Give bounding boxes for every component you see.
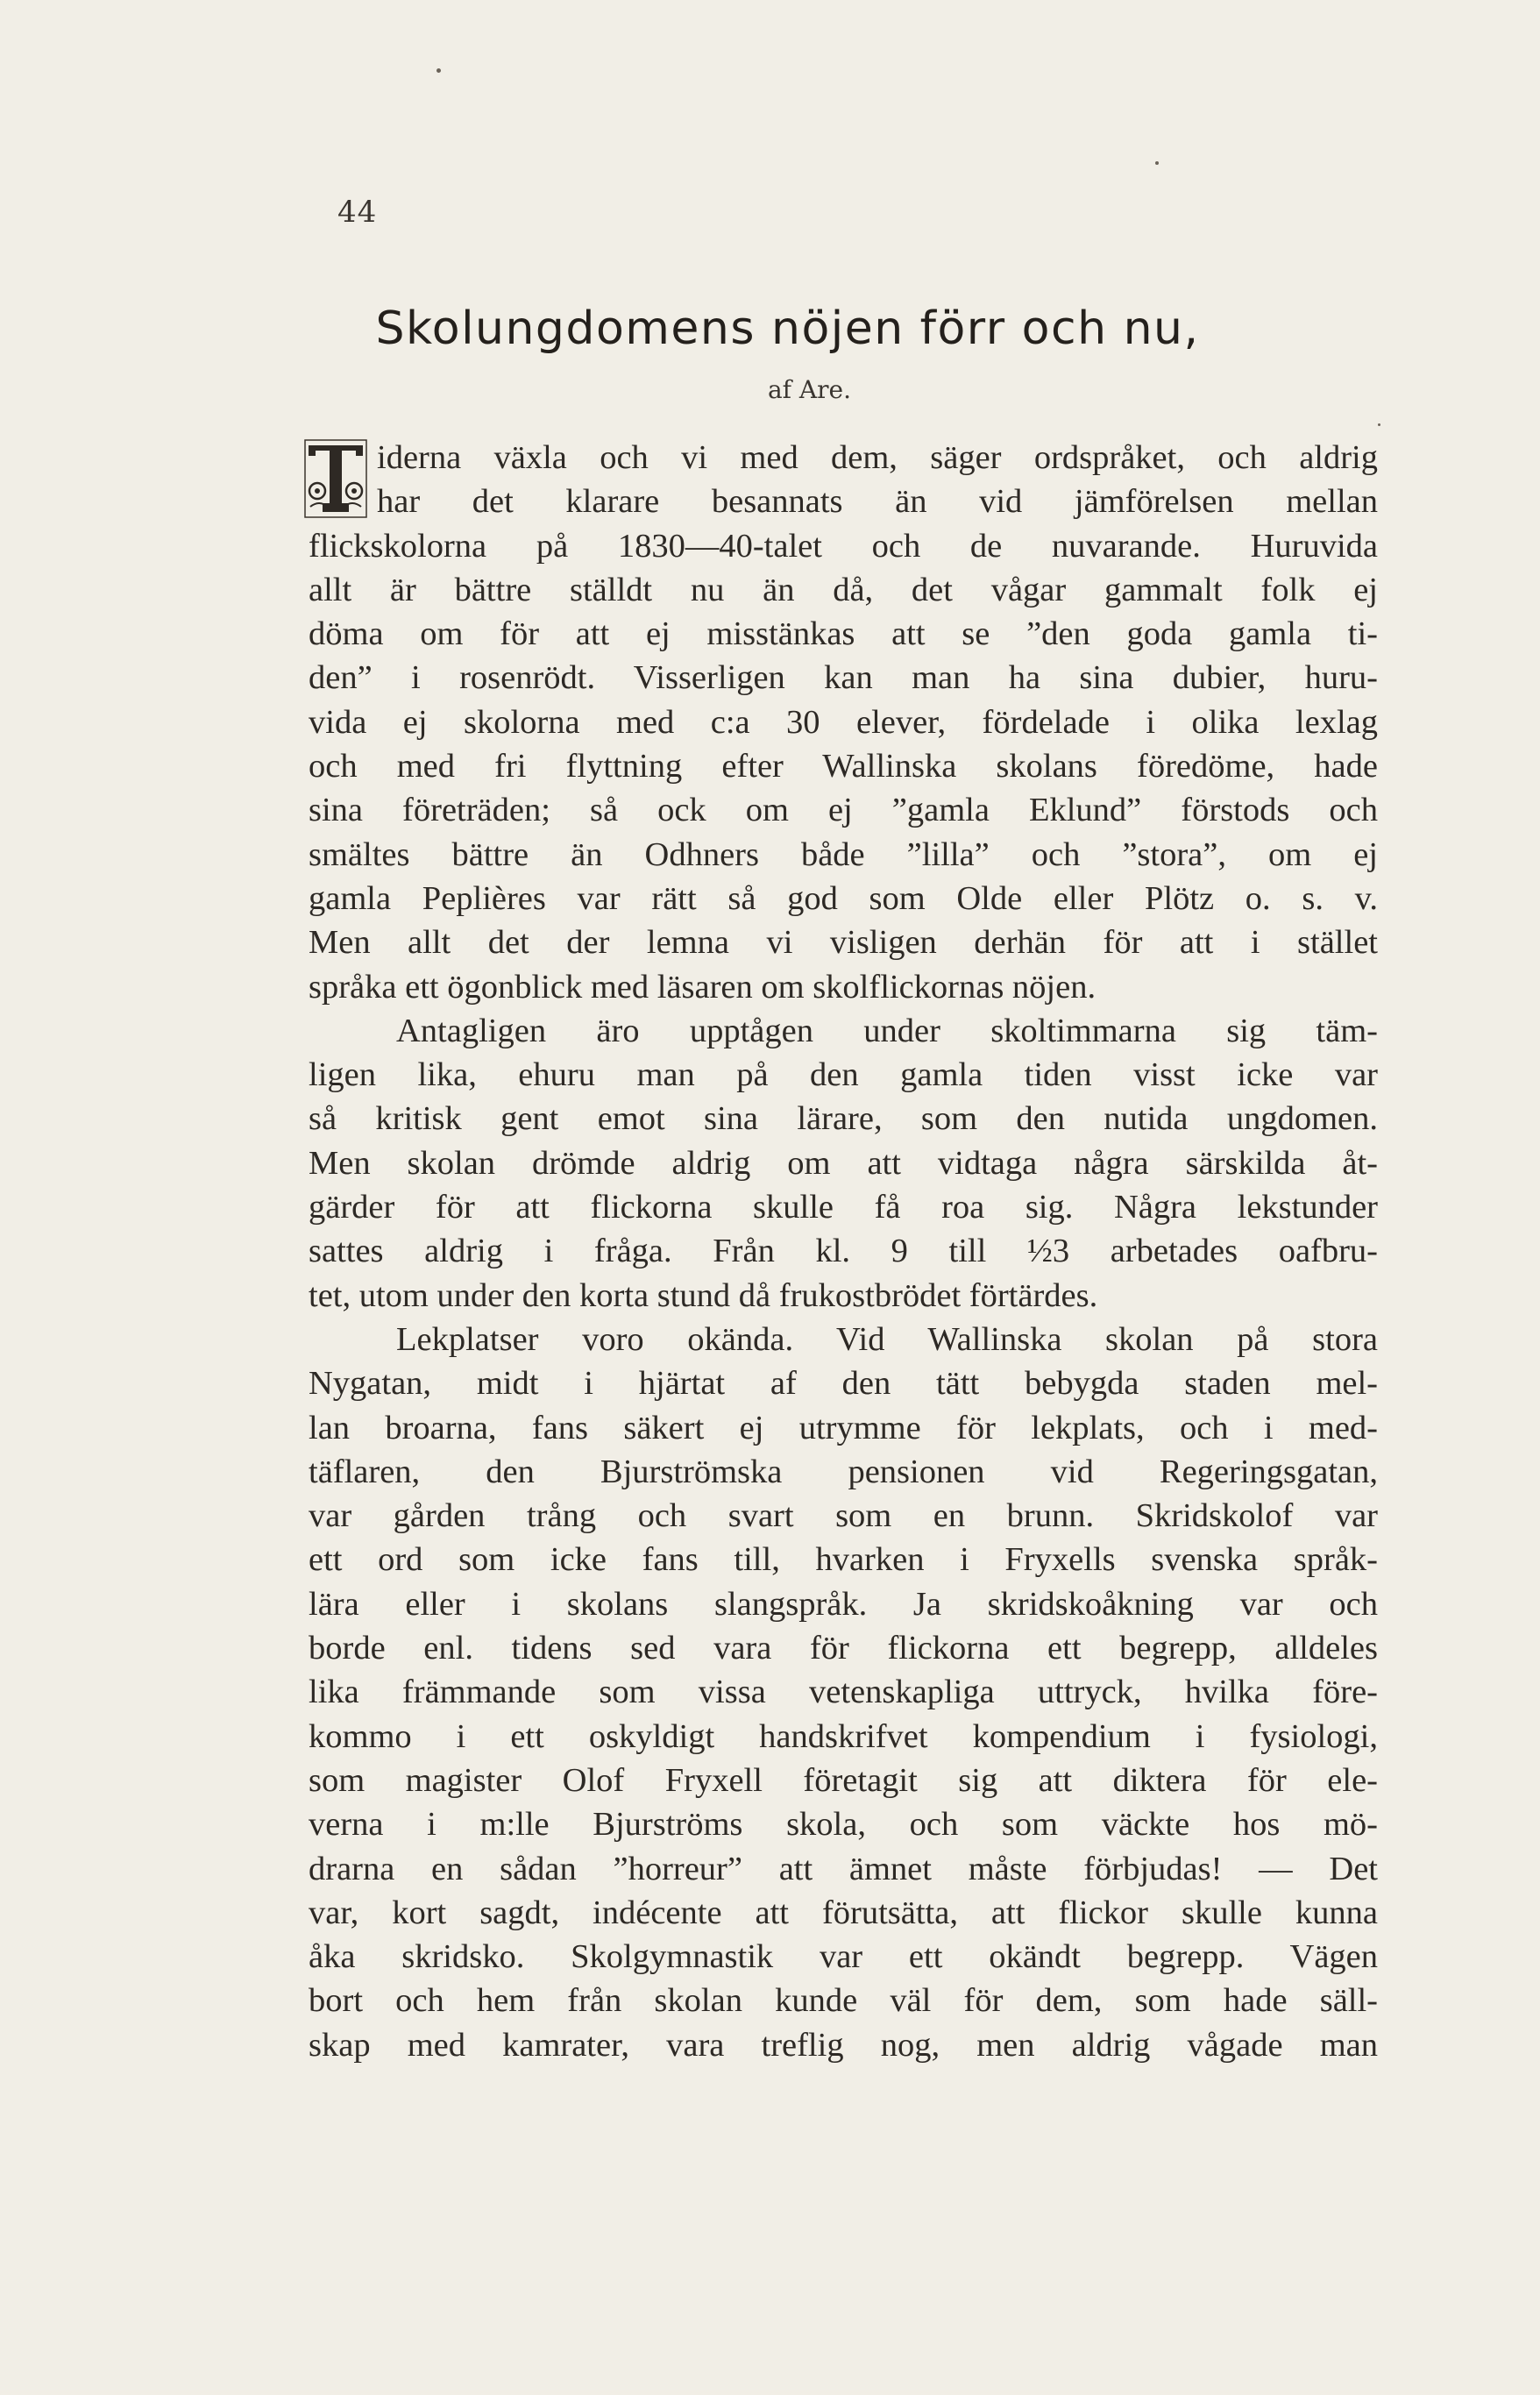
paper-speck [1155,161,1159,165]
text-line: språka ett ögonblick med läsaren om skolflickornas nöjen. [309,968,1096,1006]
text-line: åka skridsko. Skolgymnastik var ett okändt begrepp. Vägen [309,1938,1378,1976]
text-line: har det klarare besannats än vid jämförelsen mellan [377,483,1378,521]
text-line: Lekplatser voro okända. Vid Wallinska skolan på stora [396,1320,1378,1358]
text-line: Nygatan, midt i hjärtat af den tätt bebygda staden mel- [309,1365,1378,1403]
text-line: flickskolorna på 1830—40-talet och de nuvarande. Huruvida [309,527,1378,565]
text-line: Men allt det der lemna vi visligen derhän för att i stället [309,924,1378,962]
text-line: vida ej skolorna med c:a 30 elever, fördelade i olika lexlag [309,703,1378,741]
text-line: sina företräden; så ock om ej ”gamla Eklund” förstods och [309,792,1378,829]
text-line: täflaren, den Bjurströmska pensionen vid Regeringsgatan, [309,1453,1378,1490]
text-line: lika främmande som vissa vetenskapliga uttryck, hvilka före- [309,1674,1378,1711]
article-byline: af Are. [767,375,852,404]
paper-speck [436,68,441,73]
text-line: och med fri flyttning efter Wallinska skolans föredöme, hade [309,748,1378,785]
text-line: allt är bättre ställdt nu än då, det vågar gammalt folk ej [309,571,1378,608]
text-line: Antagligen äro upptågen under skoltimmarna sig täm- [396,1012,1378,1049]
text-line: gärder för att flickorna skulle få roa sig. Några lekstunder [309,1189,1378,1226]
text-line: lära eller i skolans slangspråk. Ja skridskoåkning var och [309,1585,1378,1623]
text-line: ligen lika, ehuru man på den gamla tiden visst icke var [309,1056,1378,1094]
text-line: var, kort sagdt, indécente att förutsätta, att flickor skulle kunna [309,1894,1378,1931]
text-line: sattes aldrig i fråga. Från kl. 9 till ½3 arbetades oafbru- [309,1233,1378,1270]
page-number: 44 [337,195,378,230]
text-line: tet, utom under den korta stund då frukostbrödet förtärdes. [309,1276,1098,1314]
text-line: döma om för att ej misstänkas att se ”den goda gamla ti- [309,615,1378,653]
text-line: ett ord som icke fans till, hvarken i Fryxells svenska språk- [309,1541,1378,1579]
paper-speck [1378,423,1380,426]
text-line: borde enl. tidens sed vara för flickorna ett begrepp, alldeles [309,1630,1378,1667]
text-line: Men skolan drömde aldrig om att vidtaga några särskilda åt- [309,1144,1378,1182]
text-line: verna i m:lle Bjurströms skola, och som väckte hos mö- [309,1806,1378,1844]
article-body [309,436,1378,2067]
text-line: skap med kamrater, vara treflig nog, men aldrig vågade man [309,2026,1378,2064]
text-line: kommo i ett oskyldigt handskrifvet kompendium i fysiologi, [309,1717,1378,1755]
text-line: så kritisk gent emot sina lärare, som den nutida ungdomen. [309,1100,1378,1138]
text-line: som magister Olof Fryxell företagit sig att diktera för ele- [309,1761,1378,1799]
text-line: iderna växla och vi med dem, säger ordspråket, och aldrig [377,439,1378,476]
text-line: den” i rosenrödt. Visserligen kan man ha sina dubier, huru- [309,659,1378,697]
text-line: var gården trång och svart som en brunn. Skridskolof var [309,1497,1378,1535]
text-line: bort och hem från skolan kunde väl för dem, som hade säll- [309,1982,1378,2020]
text-line: gamla Peplières var rätt så god som Olde eller Plötz o. s. v. [309,879,1378,917]
article-title: Skolungdomens nöjen förr och nu, [375,302,1200,355]
text-line: drarna en sådan ”horreur” att ämnet måste förbjudas! — Det [309,1850,1378,1887]
text-line: lan broarna, fans säkert ej utrymme för lekplats, och i med- [309,1409,1378,1446]
text-line: smältes bättre än Odhners både ”lilla” och ”stora”, om ej [309,835,1378,873]
